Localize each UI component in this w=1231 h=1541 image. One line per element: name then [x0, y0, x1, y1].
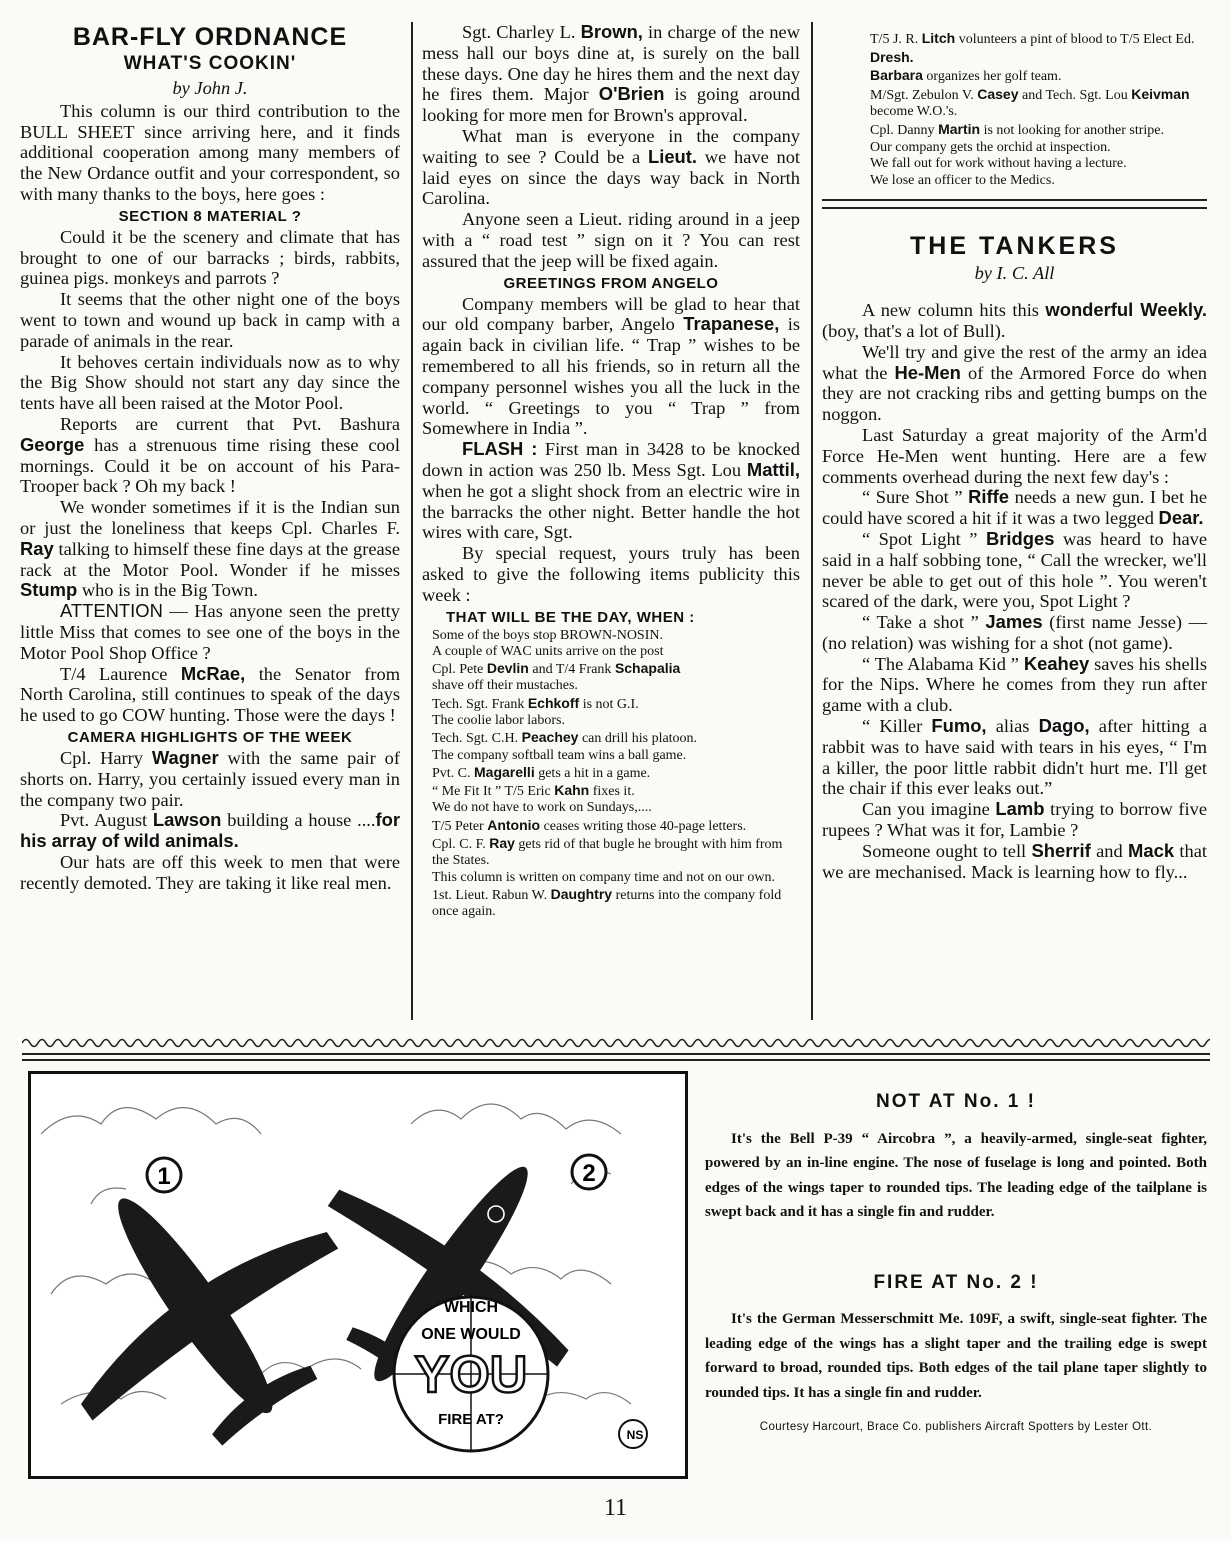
paragraph: “ Take a shot ” James (first name Jesse) — (no relation) was wishing for a shot (not game).	[822, 611, 1207, 653]
paragraph: We'll try and give the rest of the army an idea what the He-Men of the Armored Force do when they are not cracking ribs and getting bumps on the noggon.	[822, 341, 1207, 425]
list-item: Some of the boys stop BROWN-NOSIN.	[432, 627, 663, 643]
spotting-answers	[705, 1090, 1207, 1440]
decorative-wave-border	[22, 1036, 1210, 1050]
badge-fire-at: FIRE AT?	[438, 1411, 504, 1428]
column-rule	[411, 22, 413, 1020]
paragraph: “ Spot Light ” Bridges was heard to have said in a half sobbing tone, “ Call the wrecker, we'll never be able to get out of this hole ”. You weren't scared of the dark, were you, Spot Light ?	[822, 527, 1207, 612]
list	[822, 30, 1207, 189]
paragraph: Our hats are off this week to men that were recently demoted. They are taking it like real men.	[20, 851, 400, 893]
article-subtitle: WHAT'S COOKIN'	[123, 53, 297, 74]
answer-text-1: It's the Bell P-39 “ Aircobra ”, a heavily-armed, single-seat fighter, powered by an in-line engine. The nose of fuselage is long and pointed. Both edges of the wings taper to rounded tips. The leading edge of the tailplane is swept back and it has a single fin and rudder.	[705, 1130, 1207, 1220]
column-rule	[811, 22, 813, 1020]
list-item: Cpl. Pete Devlin and T/4 Frank Schapalia shave off their mustaches.	[432, 660, 681, 694]
monogram: NS	[626, 1428, 644, 1442]
paragraph: Company members will be glad to hear that our old company barber, Angelo Trapanese, is again back in civilian life. “ Trap ” wishes to be remembered to all his friends, so in return all the company personnel wishes you all the luck in the world. “ Greetings to you “ Trap ” from Somewhere in India ”.	[422, 293, 800, 439]
list-item: Barbara organizes her golf team.	[870, 67, 1062, 85]
paragraph: Pvt. August Lawson building a house ....for his array of wild animals.	[20, 809, 400, 852]
answer-heading-1: NOT AT No. 1 !	[876, 1091, 1036, 1112]
paragraph: What man is everyone in the company waiting to see ? Could be a Lieut. we have not laid eyes on since the days way back in North Carolina.	[422, 125, 800, 209]
section-heading: SECTION 8 MATERIAL ?	[118, 207, 302, 225]
list-item: We do not have to work on Sundays,....	[432, 800, 652, 816]
paragraph: “ The Alabama Kid ” Keahey saves his shells for the Nips. Where he comes from they run after game with a club.	[822, 652, 1207, 716]
paragraph: By special request, yours truly has been asked to give the following items publicity this week :	[422, 543, 800, 605]
answer-text-2: It's the German Messerschmitt Me. 109F, a swift, single-seat fighter. The leading edge of the wings has a slight taper and the trailing edge is swept forward to broad, rounded tips. Both edges of the tail plane taper slightly to rounded tips. It has a single fin and rudder.	[705, 1311, 1207, 1401]
paragraph: “ Sure Shot ” Riffe needs a new gun. I bet he could have scored a hit if it was a two legged Dear.	[822, 486, 1208, 529]
page-number: 11	[603, 1495, 628, 1521]
paragraph: Reports are current that Pvt. Bashura George has a strenuous time rising these cool mornings. Could it be on account of his Para-Trooper back ? Oh my back !	[20, 413, 400, 497]
list-item: Pvt. C. Magarelli gets a hit in a game.	[432, 763, 651, 781]
list	[422, 628, 800, 921]
section-heading: CAMERA HIGHLIGHTS OF THE WEEK	[67, 728, 353, 746]
list-item: Tech. Sgt. C.H. Peachey can drill his platoon.	[432, 729, 698, 747]
list-item: This column is written on company time and not on our own.	[432, 869, 775, 885]
list-item: A couple of WAC units arrive on the post	[432, 643, 664, 659]
badge-you: YOU	[414, 1346, 528, 1404]
column-the-tankers	[822, 30, 1207, 882]
plane-1-silhouette	[31, 1113, 393, 1476]
column-mess-hall	[422, 22, 800, 921]
section-heading: GREETINGS FROM ANGELO	[503, 274, 719, 292]
badge-which: WHICH	[443, 1299, 499, 1316]
article-title: BAR-FLY ORDNANCE	[72, 23, 348, 51]
list-item: We lose an officer to the Medics.	[870, 172, 1055, 188]
list-item: Tech. Sgt. Frank Echkoff is not G.I.	[432, 694, 639, 712]
answer-heading-2: FIRE AT No. 2 !	[873, 1271, 1039, 1293]
list-item: M/Sgt. Zebulon V. Casey and Tech. Sgt. Lou Keivman become W.O.'s.	[870, 85, 1190, 120]
paragraph: It behoves certain individuals now as to why the Big Show should not start any day since the tents have all been raised at the Motor Pool.	[20, 351, 400, 414]
aircraft-spotting-illustration	[28, 1071, 688, 1479]
plane-drawing	[31, 1074, 685, 1476]
paragraph: Can you imagine Lamb trying to borrow five rupees ? What was it for, Lambie ?	[822, 798, 1207, 841]
paragraph: Last Saturday a great majority of the Arm'd Force He-Men went hunting. Here are a few comments overhead during the next few day's :	[822, 424, 1207, 487]
byline: by I. C. All	[974, 263, 1055, 284]
paragraph: It seems that the other night one of the boys went to town and wound up back in camp with a parade of animals in the rear.	[20, 289, 400, 351]
marker-2: 2	[582, 1160, 596, 1187]
paragraph: “ Killer Fumo, alias Dago, after hitting a rabbit was to have said with tears in his eyes, “ I'm a killer, the poor little rabbit didn't hurt me. I'll get the chair if this ever leaks out.”	[822, 715, 1207, 799]
article-title: THE TANKERS	[910, 232, 1119, 261]
column-bar-fly-ordnance	[20, 22, 400, 893]
list-item: T/5 Peter Antonio ceases writing those 40-page letters.	[432, 816, 747, 834]
paragraph: Anyone seen a Lieut. riding around in a jeep with a “ road test ” sign on it ? You can rest assured that the jeep will be fixed again.	[422, 209, 800, 271]
courtesy-credit: Courtesy Harcourt, Brace Co. publishers Aircraft Spotters by Lester Ott.	[759, 1421, 1153, 1433]
list-item: We fall out for work without having a lecture.	[870, 156, 1127, 172]
section-heading: THAT WILL BE THE DAY, WHEN :	[446, 608, 695, 626]
badge-one-would: ONE WOULD	[421, 1326, 521, 1343]
list-item: 1st. Lieut. Rabun W. Daughtry returns into the company fold once again.	[432, 885, 782, 920]
marker-1: 1	[157, 1163, 171, 1190]
section-divider	[22, 1053, 1210, 1061]
list-item: The company softball team wins a ball game.	[432, 747, 687, 763]
paragraph: Could it be the scenery and climate that has brought to one of our barracks ; birds, rabbits, guinea pigs. monkeys and parrots ?	[20, 226, 400, 289]
section-divider	[822, 199, 1207, 209]
byline: by John J.	[172, 78, 248, 98]
list-item: Cpl. Danny Martin is not looking for another stripe.	[870, 120, 1164, 138]
paragraph: T/4 Laurence McRae, the Senator from North Carolina, still continues to speak of the days he used to go COW hunting. Those were the days !	[20, 662, 400, 726]
paragraph: ATTENTION — Has anyone seen the pretty little Miss that comes to see one of the boys in the Motor Pool Shop Office ?	[20, 600, 400, 663]
paragraph: This column is our third contribution to the BULL SHEET since arriving here, and it finds additional cooperation among many members of the New Ordance outfit and your correspondent, so with many thanks to the boys, here goes :	[20, 100, 400, 204]
list-item: T/5 J. R. Litch volunteers a pint of blood to T/5 Elect Ed. Dresh.	[870, 30, 1195, 65]
paragraph: Cpl. Harry Wagner with the same pair of shorts on. Harry, you certainly issued every man in the company two pair.	[20, 746, 400, 810]
paragraph: We wonder sometimes if it is the Indian sun or just the loneliness that keeps Cpl. Charles F. Ray talking to himself these fine days at the grease rack at the Motor Pool. Wonder if he misses Stump who is in the Big Town.	[20, 497, 400, 601]
list-item: “ Me Fit It ” T/5 Eric Kahn fixes it.	[432, 782, 635, 800]
paragraph: FLASH : First man in 3428 to be knocked down in action was 250 lb. Mess Sgt. Lou Mattil, when he got a slight shock from an electric wire in the barracks the other night. Better handle the hot wires with care, Sgt.	[422, 438, 800, 543]
list-item: Our company gets the orchid at inspection.	[870, 139, 1111, 155]
paragraph: A new column hits this wonderful Weekly. (boy, that's a lot of Bull).	[822, 299, 1208, 341]
list-item: Cpl. C. F. Ray gets rid of that bugle he brought with him from the States.	[432, 835, 783, 869]
list-item: The coolie labor labors.	[432, 713, 565, 728]
paragraph: Someone ought to tell Sherrif and Mack that we are mechanised. Mack is learning how to fly...	[822, 839, 1207, 882]
paragraph: Sgt. Charley L. Brown, in charge of the new mess hall our boys dine at, is surely on the ball these days. One day he hires them and the next day he fires them. Major O'Brien is going around looking for more men for Brown's approval.	[422, 21, 800, 126]
